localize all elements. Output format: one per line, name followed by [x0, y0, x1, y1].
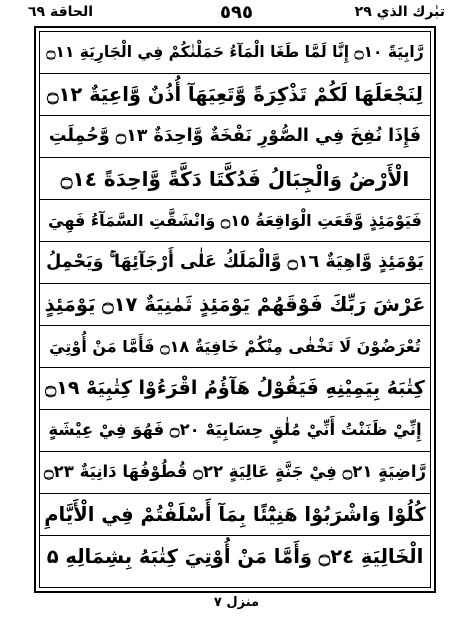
verse-text: الْخَالِيَةِ ۝٢٤ وَأَمَّا مَنْ أُوْتِيَ كِتٰبَهُ بِشِمَالِهِ ۵ — [46, 545, 424, 569]
verse-line-4 — [40, 158, 430, 200]
verse-text: يَوْمَئِذٍ وَّاهِيَةٌ ۝١٦ وَّالْمَلَكُ عَلٰى أَرْجَآئِهَا ۚ وَيَحْمِلُ — [46, 251, 424, 272]
verse-lines — [40, 32, 430, 587]
verse-text: فَإِذَا نُفِخَ فِي الصُّوْرِ نَفْخَةٌ وَّاحِدَةٌ ۝١٣ وَّحُمِلَتِ — [48, 125, 422, 146]
verse-line-13 — [40, 536, 430, 578]
verse-line-12 — [40, 494, 430, 536]
juz-name-header: تبٰرك الذي ٢٩ — [354, 4, 445, 20]
verse-text: رَّاضِيَةٍ ۝٢١ فِيْ جَنَّةٍ عَالِيَةٍ ۝٢٢ قُطُوْفُهَا دَانِيَةٌ ۝٢٣ — [44, 462, 426, 482]
verse-text: إِنِّيْ ظَنَنْتُ أَنِّيْ مُلٰقٍ حِسَابِيَهْ ۝٢٠ فَهُوَ فِيْ عِيْشَةٍ — [48, 420, 422, 440]
verse-text: كُلُوْا وَاشْرَبُوْا هَنِيْٓئًا بِمَآ أَسْلَفْتُمْ فِي الْأَيَّامِ — [44, 502, 426, 526]
verse-line-10 — [40, 410, 430, 452]
verse-line-2 — [40, 74, 430, 116]
verse-line-1 — [40, 32, 430, 74]
verse-text: لِنَجْعَلَهَا لَكُمْ تَذْكِرَةً وَّتَعِيَهَآ أُذُنٌ وَّاعِيَةٌ ۝١٢ — [47, 82, 423, 106]
verse-line-8 — [40, 326, 430, 368]
verse-line-7 — [40, 284, 430, 326]
verse-text: رَّابِيَةً ۝١٠ إِنَّا لَمَّا طَغَا الْمَآءُ حَمَلْنٰكُمْ فِي الْجَارِيَةِ ۝١١ — [46, 42, 424, 61]
verse-line-9 — [40, 368, 430, 410]
verse-text: الْأَرْضُ وَالْجِبَالُ فَدُكَّتَا دَكَّةً وَّاحِدَةً ۝١٤ — [60, 166, 410, 191]
page-header — [28, 4, 445, 26]
verse-text: كِتٰبَهُ بِيَمِيْنِهِ فَيَقُوْلُ هَآؤُمُ اقْرَءُوْا كِتٰبِيَهْ ۝١٩ — [45, 377, 425, 399]
manzil-footer: منزل ٧ — [213, 595, 260, 610]
verse-line-3 — [40, 116, 430, 158]
verse-text: تُعْرَضُوْنَ لَا تَخْفٰى مِنْكُمْ خَافِيَةٌ ۝١٨ فَأَمَّا مَنْ أُوْتِيَ — [49, 336, 421, 356]
verse-line-11 — [40, 452, 430, 494]
verse-line-5 — [40, 200, 430, 242]
verse-text: عَرْشَ رَبِّكَ فَوْقَهُمْ يَوْمَئِذٍ ثَمٰنِيَةٌ ۝١٧ يَوْمَئِذٍ — [44, 292, 426, 316]
page-number: ٥٩٥ — [220, 2, 253, 23]
surah-name-header: الحاقة ٦٩ — [28, 4, 94, 20]
text-frame — [34, 26, 436, 593]
verse-text: فَيَوْمَئِذٍ وَّقَعَتِ الْوَاقِعَةُ ۝١٥ وَانْشَقَّتِ السَّمَآءُ فَهِيَ — [48, 210, 422, 230]
verse-line-6 — [40, 242, 430, 284]
